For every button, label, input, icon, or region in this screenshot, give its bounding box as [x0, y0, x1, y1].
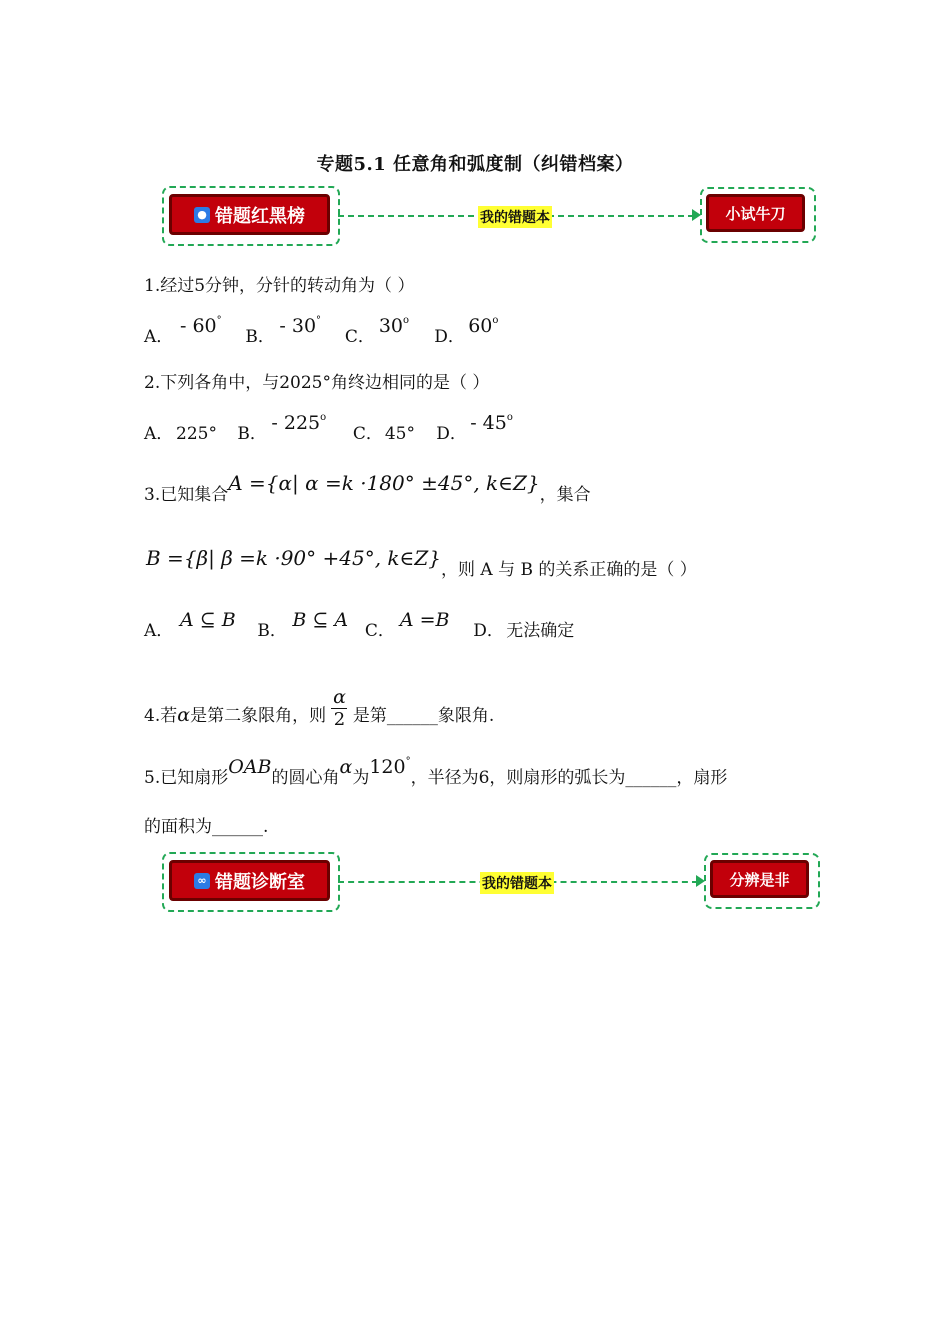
- q1-options: [144, 315, 499, 350]
- q1-option-d-letter: D．: [434, 327, 465, 347]
- central-angle: [369, 756, 410, 778]
- q1-option-b-letter: B．: [245, 327, 275, 347]
- q1-option-c-letter: C．: [344, 327, 375, 347]
- q3-option-d-letter: D．: [473, 621, 504, 641]
- q2-option-d[interactable]: [470, 413, 513, 437]
- q2-option-b[interactable]: [271, 413, 347, 437]
- q4-suffix: 是第______象限角.: [352, 706, 495, 726]
- q1-option-a-value: - 60: [180, 315, 217, 337]
- q1-option-b-value: - 30: [279, 315, 317, 337]
- q1-option-b[interactable]: [279, 316, 339, 340]
- fraction-denominator: 2: [333, 709, 346, 730]
- sector-oab: OAB: [228, 756, 272, 778]
- q2-option-d-letter: D．: [436, 424, 467, 444]
- q4-mid: 是第二象限角，则: [190, 706, 327, 726]
- q1-option-a-deg: °: [216, 315, 222, 326]
- q5-mid1: 的圆心角: [271, 768, 340, 788]
- q2-options: [144, 412, 513, 447]
- banner-mistake-diagnosis: [160, 852, 820, 912]
- user-icon: ●: [194, 207, 210, 223]
- fraction-numerator: α: [333, 686, 346, 708]
- q1-option-a[interactable]: [180, 316, 240, 340]
- q2-option-b-value: - 225: [271, 412, 321, 434]
- central-angle-deg: °: [405, 756, 411, 767]
- q3-prefix: 3.已知集合: [144, 485, 229, 505]
- q3-line1: [144, 471, 591, 505]
- page-title: 专题5.1 任意角和弧度制（纠错档案）: [316, 154, 634, 175]
- q4-line: [144, 686, 495, 739]
- alpha-over-two-fraction: [331, 686, 347, 731]
- q1-option-c-deg: o: [403, 315, 410, 326]
- q4-alpha: α: [177, 704, 191, 726]
- q3-option-c-letter: C．: [364, 621, 395, 641]
- q5-line2: 的面积为______.: [144, 817, 269, 837]
- q2-option-b-deg: o: [320, 412, 327, 423]
- try-it-button[interactable]: 小试牛刀: [706, 194, 805, 232]
- q2-option-a[interactable]: 225°: [176, 424, 217, 444]
- q1-option-d-value: 60: [468, 315, 493, 337]
- mistake-ranking-label: 错题红黑榜: [215, 205, 305, 227]
- true-or-false-button[interactable]: 分辨是非: [710, 860, 809, 898]
- q3-option-b[interactable]: B ⊆ A: [292, 609, 349, 631]
- q3-option-a[interactable]: A ⊆ B: [180, 609, 236, 631]
- q2-option-c[interactable]: 45°: [384, 424, 415, 444]
- set-a-definition: A ={α| α =k ·180° ±45°, k∈Z}: [228, 471, 540, 495]
- q3-option-d[interactable]: 无法确定: [506, 621, 575, 641]
- q3-option-b-letter: B．: [257, 621, 287, 641]
- mistake-ranking-button[interactable]: [169, 194, 330, 235]
- q1-option-d[interactable]: [468, 316, 498, 340]
- my-mistake-book-label: 我的错题本: [480, 872, 554, 894]
- q1-option-c[interactable]: [379, 316, 429, 340]
- q3-suffix1: ，集合: [539, 485, 591, 505]
- q1-option-d-deg: o: [492, 315, 499, 326]
- q5-alpha: α: [339, 756, 353, 778]
- my-mistake-book-label: 我的错题本: [478, 206, 552, 228]
- q5-line1: [144, 756, 728, 791]
- q2-option-b-letter: B．: [237, 424, 267, 444]
- q4-prefix: 4.若: [144, 706, 178, 726]
- q3-options: [144, 609, 575, 641]
- q1-option-c-value: 30: [378, 315, 403, 337]
- q3-line2: [146, 546, 697, 580]
- mistake-diagnosis-label: 错题诊断室: [215, 871, 305, 893]
- banner-mistake-ranking: [160, 186, 820, 246]
- q3-suffix2: ，则 A 与 B 的关系正确的是（ ）: [440, 560, 697, 580]
- q3-option-c[interactable]: A =B: [399, 609, 450, 631]
- q2-option-a-letter: A．: [144, 424, 174, 444]
- link-icon: ∞: [194, 873, 210, 889]
- q3-option-a-letter: A．: [144, 621, 174, 641]
- q1-option-b-deg: °: [316, 315, 322, 326]
- q1-option-a-letter: A．: [144, 327, 174, 347]
- q2-option-c-letter: C．: [352, 424, 383, 444]
- q2-option-d-value: - 45: [470, 412, 507, 434]
- set-b-definition: B ={β| β =k ·90° +45°, k∈Z}: [146, 546, 441, 570]
- q2-option-d-deg: o: [506, 412, 513, 423]
- q5-suffix: ，半径为6，则扇形的弧长为______，扇形: [410, 768, 728, 788]
- central-angle-value: 120: [369, 756, 406, 778]
- q1-stem: 1.经过5分钟，分针的转动角为（ ）: [144, 276, 415, 296]
- q5-mid2: 为: [352, 768, 370, 788]
- mistake-diagnosis-button[interactable]: [169, 860, 330, 901]
- q5-prefix: 5.已知扇形: [144, 768, 229, 788]
- q2-stem: 2.下列各角中，与2025°角终边相同的是（ ）: [144, 373, 490, 393]
